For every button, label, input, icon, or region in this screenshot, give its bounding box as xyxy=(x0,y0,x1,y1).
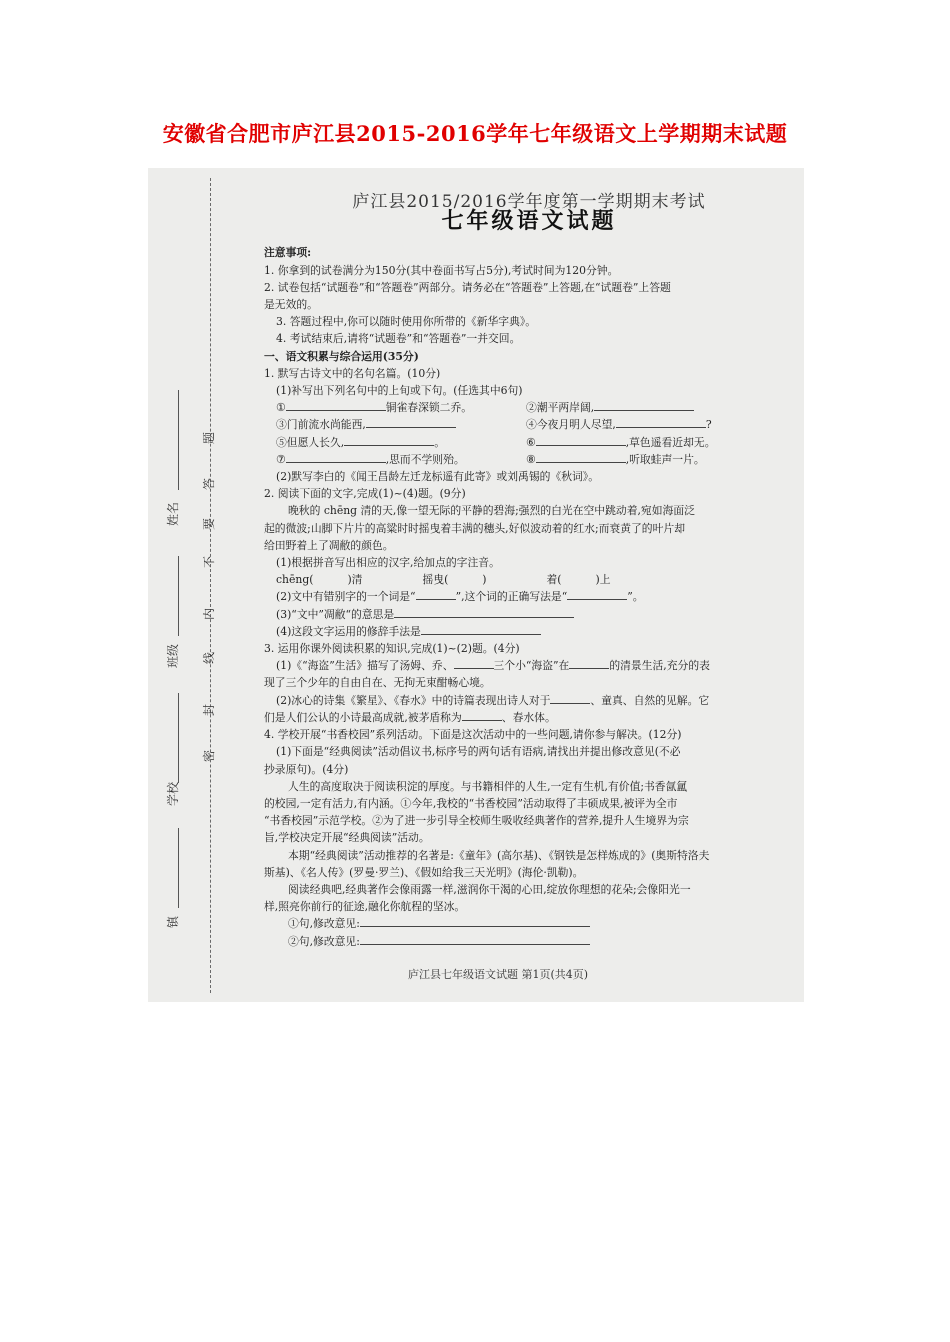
seal-char: 内 xyxy=(202,607,216,620)
class-label: 班级 xyxy=(166,643,180,668)
name-label: 姓名 xyxy=(166,501,180,526)
poem-row xyxy=(264,416,794,433)
item-text: )上 xyxy=(595,573,611,587)
item-text: ) xyxy=(482,573,487,587)
question-4-1: (1)下面是“经典阅读”活动倡议书,标序号的两句话有语病,请找出并提出修改意见(不必 xyxy=(276,745,681,759)
answer-line: ②句,修改意见: xyxy=(264,933,794,950)
question-2-1: (1)根据拼音写出相应的汉字,给加点的字注音。 xyxy=(276,556,500,570)
item-text: 。 xyxy=(434,435,446,449)
passage-line: 的校园,一定有活力,有内涵。①今年,我校的“书香校园”活动取得了丰硕成果,被评为全市 xyxy=(264,796,678,810)
question-2-3: (3)“文中”凋敝“的意思是 xyxy=(264,606,794,623)
item-num: ① xyxy=(276,401,286,415)
exam-header: 庐江县2015/2016学年度第一学期期末考试 xyxy=(352,192,706,212)
question-3-2-cont: 们是人们公认的小诗最高成就,被茅盾称为 、春水体。 xyxy=(264,710,556,724)
school-blank xyxy=(178,693,179,783)
item-text: 铜雀春深锁二乔。 xyxy=(385,401,473,415)
answer-blank xyxy=(536,462,626,463)
passage-line: “书香校园”示范学校。②为了进一步引导全校师生吸收经典著作的营养,提升人生境界为宗 xyxy=(264,814,689,828)
passage-line: 斯基)、《名人传》(罗曼·罗兰)、《假如给我三天光明》(海伦·凯勒)。 xyxy=(264,865,584,879)
question-4: 4. 学校开展“书香校园”系列活动。下面是这次活动中的一些问题,请你参与解决。(12分) xyxy=(264,728,682,742)
seal-char: 答 xyxy=(202,477,216,490)
passage-line: 本期“经典阅读”活动推荐的名著是:《童年》(高尔基)、《钢铁是怎样炼成的》(奥斯特洛夫 xyxy=(288,848,710,862)
answer-blank xyxy=(286,410,386,411)
town-blank xyxy=(178,828,179,908)
section-heading: 一、语文积累与综合运用(35分) xyxy=(264,349,419,363)
item-text: ? xyxy=(705,418,712,432)
item-text: ,听取蛙声一片。 xyxy=(625,452,705,466)
class-blank xyxy=(178,556,179,636)
item-text: ④今夜月明人尽望, xyxy=(526,418,616,432)
question-1-2: (2)默写李白的《闻王昌龄左迁龙标遥有此寄》或刘禹锡的《秋词》。 xyxy=(276,470,600,484)
town-label: 镇 xyxy=(166,915,180,928)
question-3-2: (2)冰心的诗集《繁星》、《春水》中的诗篇表现出诗人对于 、童真、自然的见解。它 xyxy=(276,693,710,707)
note-line: 2. 试卷包括“试题卷”和“答题卷”两部分。请务必在“答题卷”上答题,在“试题卷”上答题 xyxy=(264,280,671,294)
question-3: 3. 运用你课外阅读积累的知识,完成(1)~(2)题。(4分) xyxy=(264,642,520,656)
scanned-exam-page xyxy=(148,168,804,1002)
passage-line: 阅读经典吧,经典著作会像雨露一样,滋润你干渴的心田,绽放你理想的花朵;会像阳光一 xyxy=(288,882,691,896)
item-text: ,草色遥看近却无。 xyxy=(625,435,716,449)
item-num: ⑦ xyxy=(276,452,286,466)
name-blank xyxy=(178,390,179,490)
seal-char: 线 xyxy=(202,651,216,664)
question-2-4: (4)这段文字运用的修辞手法是 xyxy=(264,623,794,640)
page-footer: 庐江县七年级语文试题 第1页(共4页) xyxy=(407,968,589,981)
note-line: 4. 考试结束后,请将“试题卷”和“答题卷”一并交回。 xyxy=(276,332,521,346)
passage-line: 起的微波;山脚下片片的高粱时时摇曳着丰满的穗头,好似波动着的红水;而衰黄了的叶片却 xyxy=(264,521,685,535)
seal-char: 不 xyxy=(202,555,216,568)
answer-blank xyxy=(366,427,456,428)
exam-content xyxy=(264,188,794,950)
question-1: 1. 默写古诗文中的名句名篇。(10分) xyxy=(264,366,441,380)
item-text: ②潮平两岸阔, xyxy=(526,401,595,415)
question-3-1: (1)《“海盗”生活》描写了汤姆、乔、 三个小“海盗”在 的清景生活,充分的表 xyxy=(276,659,710,673)
seal-char: 要 xyxy=(202,517,216,530)
question-4-1-cont: 抄录原句)。(4分) xyxy=(264,762,349,776)
pinyin-row xyxy=(264,571,794,588)
exam-subtitle: 七年级语文试题 xyxy=(441,208,617,235)
item-num: ⑥ xyxy=(526,435,536,449)
answer-blank xyxy=(286,462,386,463)
question-3-1-cont: 现了三个少年的自由自在、无拘无束酣畅心境。 xyxy=(264,676,491,690)
seal-char: 封 xyxy=(202,703,216,716)
binding-margin xyxy=(148,168,226,1002)
passage-line: 人生的高度取决于阅读积淀的厚度。与书籍相伴的人生,一定有生机,有价值;书香氤氲 xyxy=(288,779,688,793)
item-text: 摇曳( xyxy=(422,573,449,587)
passage-line: 晚秋的 chēng 清的天,像一望无际的平静的碧海;强烈的白光在空中跳动着,宛如海面泛 xyxy=(288,504,695,518)
answer-blank xyxy=(616,427,706,428)
item-text: )清 xyxy=(347,573,363,587)
item-text: ③门前流水尚能西, xyxy=(276,418,366,432)
note-line: 1. 你拿到的试卷满分为150分(其中卷面书写占5分),考试时间为120分钟。 xyxy=(264,263,619,277)
school-label: 学校 xyxy=(166,781,180,806)
answer-blank xyxy=(344,445,434,446)
note-line: 3. 答题过程中,你可以随时使用你所带的《新华字典》。 xyxy=(276,315,537,329)
item-num: ⑧ xyxy=(526,452,536,466)
answer-line: ①句,修改意见: xyxy=(264,915,794,932)
poem-row xyxy=(264,451,794,468)
question-2-2: (2)文中有错别字的一个词是“ ”,这个词的正确写法是“ ”。 xyxy=(276,590,644,604)
notes-title: 注意事项: xyxy=(264,246,312,260)
note-line: 是无效的。 xyxy=(264,298,318,312)
seal-dashed-line xyxy=(210,178,211,993)
question-2: 2. 阅读下面的文字,完成(1)~(4)题。(9分) xyxy=(264,487,466,501)
passage-line: 样,照亮你前行的征途,融化你航程的坚冰。 xyxy=(264,900,466,914)
document-title: 安徽省合肥市庐江县2015-2016学年七年级语文上学期期末试题 xyxy=(162,121,788,146)
seal-char: 密 xyxy=(202,749,216,762)
item-text: chēng( xyxy=(276,573,314,587)
item-text: 着( xyxy=(546,573,562,587)
question-1-1: (1)补写出下列名句中的上旬或下句。(任选其中6句) xyxy=(276,384,523,398)
item-text: ,思而不学则殆。 xyxy=(385,452,465,466)
seal-char: 题 xyxy=(202,431,216,444)
poem-row xyxy=(264,399,794,416)
answer-blank xyxy=(594,410,694,411)
poem-row xyxy=(264,434,794,451)
passage-line: 给田野着上了凋敝的颜色。 xyxy=(264,538,394,552)
item-text: ⑤但愿人长久, xyxy=(276,435,345,449)
answer-blank xyxy=(536,445,626,446)
passage-line: 旨,学校决定开展“经典阅读”活动。 xyxy=(264,831,430,845)
